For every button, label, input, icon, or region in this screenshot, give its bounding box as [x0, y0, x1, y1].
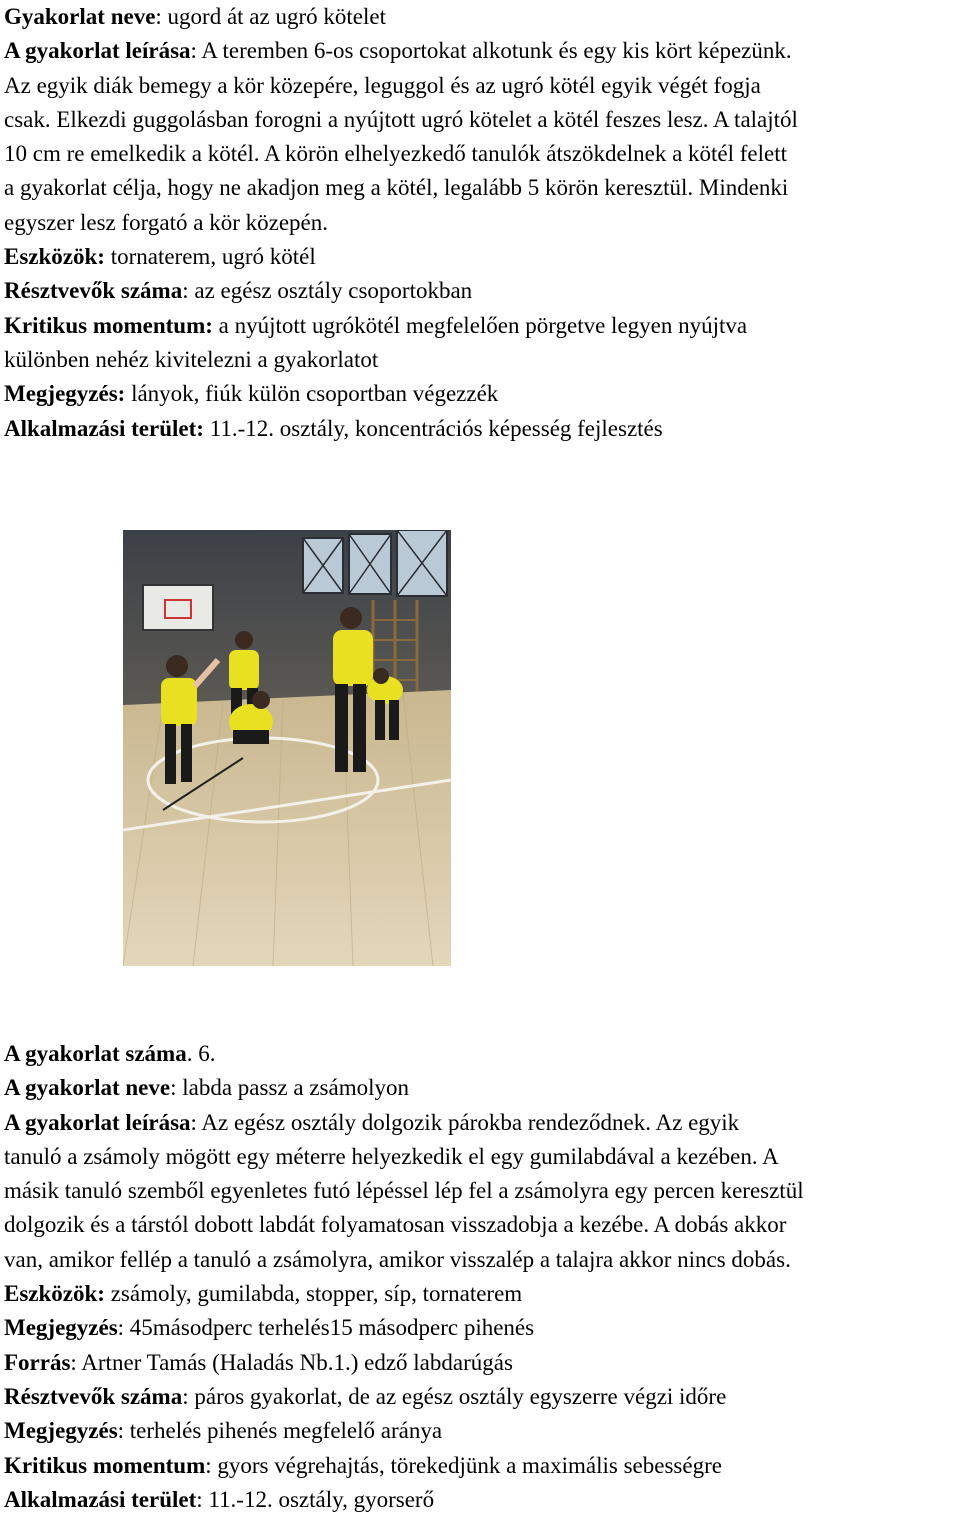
critical-moment-value: különben nehéz kivitelezni a gyakorlatot [4, 346, 379, 372]
note-label: Megjegyzés [4, 1418, 118, 1444]
participants-value: : páros gyakorlat, de az egész osztály egyszerre végzi időre [182, 1383, 727, 1409]
application-area-line [4, 412, 958, 446]
exercise-description-text: van, amikor fellép a tanuló a zsámolyra, amikor visszalép a talajra akkor nincs dobás. [4, 1246, 791, 1272]
critical-moment-label: Kritikus momentum: [4, 312, 213, 338]
exercise-description-line [4, 34, 958, 68]
note-value: : 45másodperc terhelés15 másodperc pihenés [117, 1315, 535, 1341]
exercise-description-text: Az egyik diák bemegy a kör közepére, leguggol és az ugró kötél egyik végét fogja [4, 72, 761, 98]
tools-value: zsámoly, gumilabda, stopper, síp, tornaterem [104, 1281, 523, 1307]
exercise-description-text: másik tanuló szemből egyenletes futó lépéssel lép fel a zsámolyra egy percen keresztül [4, 1178, 804, 1204]
exercise-name-label: A gyakorlat neve [4, 1075, 171, 1101]
exercise-description-text: : A teremben 6-os csoportokat alkotunk és egy kis kört képezünk. [190, 38, 792, 64]
source-value: : Artner Tamás (Haladás Nb.1.) edző labdarúgás [70, 1349, 513, 1375]
exercise-number-label: A gyakorlat száma [4, 1041, 187, 1066]
tools-value: tornaterem, ugró kötél [104, 244, 316, 270]
critical-moment-label: Kritikus momentum [4, 1452, 206, 1478]
tools-line [4, 1277, 958, 1311]
exercise-number-line [4, 1037, 958, 1071]
exercise-description-label: A gyakorlat leírása [4, 1109, 191, 1135]
note-line [4, 377, 958, 411]
exercise-description-text: csak. Elkezdi guggolásban forogni a nyújtott ugró kötelet a kötél feszes lesz. A talajtól [4, 106, 798, 132]
critical-moment-value: a nyújtott ugrókötél megfelelően pörgetve legyen nyújtva [212, 312, 748, 338]
exercise-description-text: 10 cm re emelkedik a kötél. A körön elhelyezkedő tanulók átszökdelnek a kötél felett [4, 141, 788, 167]
participants-line [4, 1380, 958, 1414]
note-line [4, 1414, 958, 1448]
application-area-value: : 11.-12. osztály, gyorserő [196, 1486, 435, 1512]
note-value: lányok, fiúk külön csoportban végezzék [125, 381, 499, 407]
exercise-description-text: egyszer lesz forgató a kör közepén. [4, 209, 328, 235]
tools-label: Eszközök: [4, 1281, 105, 1307]
exercise-name-label: Gyakorlat neve [4, 4, 156, 29]
note-value: : terhelés pihenés megfelelő aránya [117, 1418, 443, 1444]
participants-label: Résztvevők száma [4, 278, 183, 304]
exercise-description-label: A gyakorlat leírása [4, 38, 191, 64]
source-label: Forrás [4, 1349, 71, 1375]
application-area-line [4, 1483, 958, 1517]
participants-line [4, 274, 958, 308]
exercise-name-value: : ugord át az ugró kötelet [155, 4, 386, 29]
exercise-name-line [4, 0, 958, 34]
gym-jump-rope-photo [123, 530, 451, 966]
tools-label: Eszközök: [4, 244, 105, 270]
application-area-label: Alkalmazási terület [4, 1486, 197, 1512]
exercise-name-value: : labda passz a zsámolyon [170, 1075, 409, 1101]
exercise-name-line [4, 1071, 958, 1105]
exercise-description-text: a gyakorlat célja, hogy ne akadjon meg a kötél, legalább 5 körön keresztül. Mindenki [4, 175, 789, 201]
participants-value: : az egész osztály csoportokban [182, 278, 473, 304]
note-line [4, 1311, 958, 1345]
exercise-description-text: dolgozik és a társtól dobott labdát folyamatosan visszadobja a kezébe. A dobás akkor [4, 1212, 787, 1238]
note-label: Megjegyzés [4, 1315, 118, 1341]
exercise-description-text: : Az egész osztály dolgozik párokba rendeződnek. Az egyik [190, 1109, 740, 1135]
tools-line [4, 240, 958, 274]
application-area-value: 11.-12. osztály, koncentrációs képesség fejlesztés [203, 415, 663, 441]
exercise-6-section [4, 1037, 958, 1517]
critical-moment-value: : gyors végrehajtás, törekedjünk a maximális sebességre [205, 1452, 722, 1478]
exercise-5-section [4, 0, 958, 446]
exercise-description-line [4, 1106, 958, 1140]
participants-label: Résztvevők száma [4, 1383, 183, 1409]
source-line [4, 1346, 958, 1380]
application-area-label: Alkalmazási terület: [4, 415, 204, 441]
note-label: Megjegyzés: [4, 381, 126, 407]
exercise-description-text: tanuló a zsámoly mögött egy méterre helyezkedik el egy gumilabdával a kezében. A [4, 1143, 779, 1169]
critical-moment-line [4, 1449, 958, 1483]
critical-moment-line [4, 309, 958, 343]
exercise-number-value: . 6. [186, 1041, 216, 1066]
